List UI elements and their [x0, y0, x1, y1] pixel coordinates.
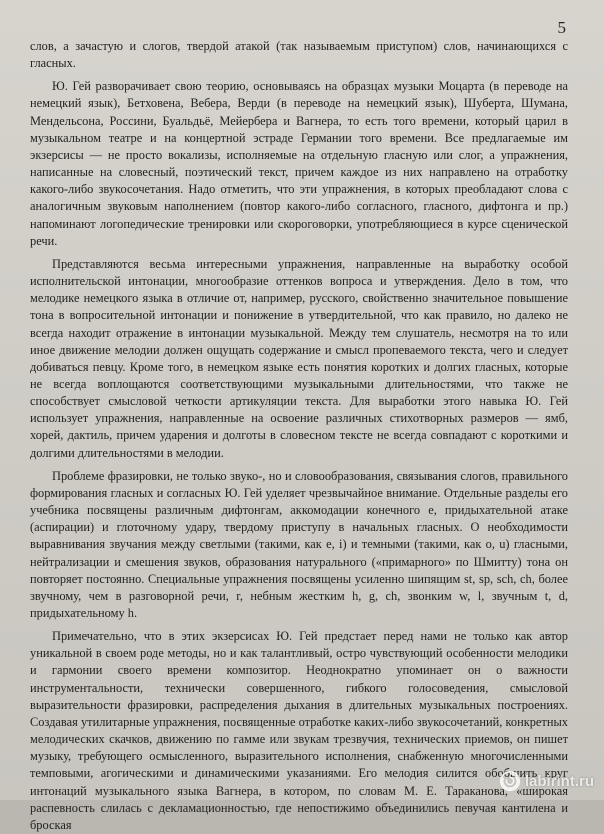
paragraph-phrasing: Проблеме фразировки, не только звуко-, но и словообразования, связывания слогов, правильного формирования гласных и согласных Ю. Гей уделяет чрезвычайное внимание. Отдельные разделы его учебника посвящены различным дифтонгам, аккомодации конечного е, придыхательной атаке (аспирации) и глоточному удару, твердому приступу в начальных гласных. О необходимости выравнивания звучания между светлыми (такими, как е, i) и темными (такими, как о, u) гласными, нейтрализации и смешения звуков, образования натурального («примарного» по Шмитту) тона он повторяет постоянно. Специальные упражнения посвящены усиленно шипящим st, sp, sch, ch, более звучному, чем в разговорной речи, r, небным жестким h, g, ch, звонким w, l, звучным t, d, придыхательному h. — [30, 468, 568, 620]
watermark-text: labirint.ru — [524, 772, 594, 790]
paragraph-composer: Примечательно, что в этих экзерсисах Ю. Гей предстает перед нами не только как автор уникальной в своем роде методы, но и как талантливый, остро чувствующий особенности мелодики и гармонии своего времени композитор. Неоднократно упоминает он о важности инструментальности, технически совершенного, гибкого голосоведения, смысловой выразительности фразировки, распределения дыхания в длительных музыкальных построениях. Создавая утилитарные упражнения, посвященные отработке каких-либо звукосочетаний, конкретных мелодических скачков, движению по гамме или звукам трезвучия, технических приемов, он пишет музыку, требующего осмысленного, выразительного исполнения, снабженную многочисленными темповыми, агогическими и динамическими указаниями. Его мелодия силится обобщить круг интонаций музыкального языка Вагнера, в котором, по словам М. Е. Тараканова, «широкая распевность слилась с декламационностью, где непостижимо объединились певучая кантилена и броская — [30, 629, 568, 832]
page-number: 5 — [557, 18, 566, 37]
body-text — [30, 38, 568, 834]
paragraph-theory: Ю. Гей разворачивает свою теорию, основываясь на образцах музыки Моцарта (в переводе на немецкий язык), Бетховена, Вебера, Верди (в переводе на немецкий язык), Шуберта, Шумана, Мендельсона, Россини, Буальдьё, Мейербера и Вагнера, то есть того времени, который царил в музыкальном театре и на концертной эстраде Германии того времени. Все предлагаемые им экзерсисы — не просто вокализы, исполняемые на отдельную гласную или слог, а упражнения, написанные на словесный, поэтический текст, причем каждое из них направлено на отработку какого-либо звукосочетания. Надо отметить, что эти упражнения, в которых преобладают слова с аналогичным звуковым наполнением (повтор какого-либо согласного, гласного, дифтонга и пр.) напоминают логопедические тренировки или скороговорки, употребляющиеся в курсе сценической речи. — [30, 79, 568, 248]
paragraph-intonation: Представляются весьма интересными упражнения, направленные на выработку особой исполнительской интонации, многообразие оттенков вопроса и утверждения. Дело в том, что мелодике немецкого языка в отличие от, например, русского, свойственно значительное повышение тона в вопросительной интонации и понижение в утвердительной, что как правило, но далеко не всегда находит отражение в интонации музыкальной. Между тем слушатель, несмотря на то или иное движение мелодии должен ощущать содержание и смысл пропеваемого текста, чего и следует добиваться певцу. Кроме того, в немецком языке есть понятия коротких и долгих гласных, которые не всегда воплощаются соответствующими музыкальными длительностями, что также не способствует смысловой четкости артикуляции текста. Для выработки этого навыка Ю. Гей использует упражнения, направленные на освоение различных стихотворных размеров — ямб, хорей, дактиль, причем ударения и долготы в словесном тексте не всегда совпадают с короткими и долгими длительностями в мелодии. — [30, 256, 568, 460]
watermark — [499, 770, 594, 792]
paragraph-continued: слов, а зачастую и слогов, твердой атакой (так называемым приступом) слов, начинающихся с гласных. — [30, 39, 568, 71]
labyrinth-icon — [499, 770, 521, 792]
